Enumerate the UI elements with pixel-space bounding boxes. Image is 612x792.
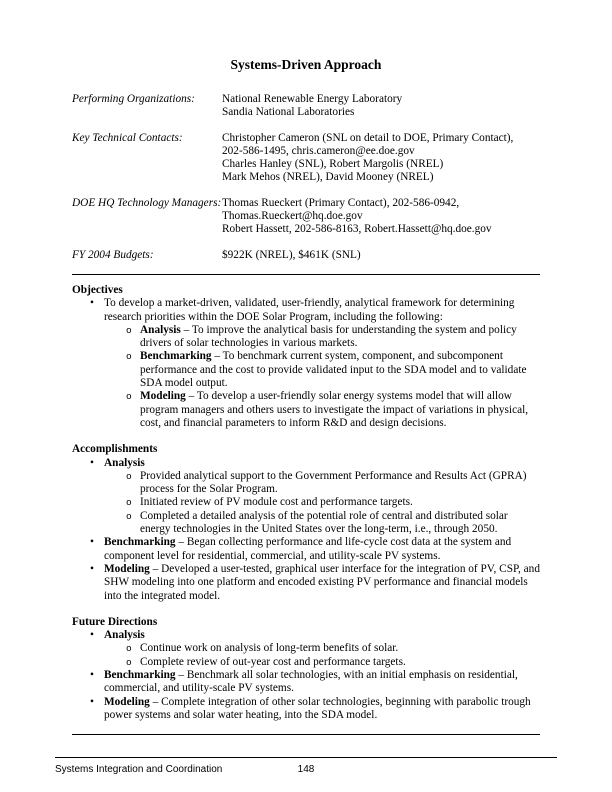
bullet-text bbox=[104, 629, 145, 642]
bullet-text bbox=[104, 563, 540, 603]
sub-bullet-text: Continue work on analysis of long-term benefits of solar. bbox=[140, 642, 399, 655]
bullet-term: Analysis bbox=[104, 629, 145, 642]
section-accomplishments bbox=[72, 443, 540, 603]
bullet-term: Analysis bbox=[140, 323, 181, 336]
horizontal-rule-bottom bbox=[72, 734, 540, 735]
bullet-body: – Began collecting performance and life-cycle cost data at the system and component level for residential, commercial, and utility-scale PV systems. bbox=[104, 536, 512, 562]
sub-bullet-text: Initiated review of PV module cost and performance targets. bbox=[140, 496, 413, 509]
bullet-item bbox=[72, 457, 540, 470]
bullet-term: Benchmarking bbox=[104, 536, 176, 549]
meta-line: Mark Mehos (NREL), David Mooney (NREL) bbox=[222, 171, 434, 184]
meta-line: 202-586-1495, chris.cameron@ee.doe.gov bbox=[222, 144, 415, 157]
bullet-term: Benchmarking bbox=[104, 668, 176, 681]
bullet-term: Modeling bbox=[104, 695, 150, 708]
sub-bullet-text bbox=[140, 324, 540, 351]
meta-line: National Renewable Energy Laboratory bbox=[222, 93, 403, 105]
sub-bullet-icon: o bbox=[126, 643, 132, 655]
sub-bullet-item bbox=[72, 350, 540, 390]
meta-label: DOE HQ Technology Managers: bbox=[72, 196, 222, 209]
bullet-icon: • bbox=[90, 297, 94, 310]
sub-bullet-item bbox=[72, 390, 540, 430]
meta-value bbox=[222, 197, 540, 237]
section-objectives bbox=[72, 284, 540, 430]
bullet-body: – To develop a user-friendly solar energy systems model that will allow program managers and others users to investigate the impact of variations in physical, cost, and financial parameters to inform R&D and design decisions. bbox=[140, 390, 529, 429]
sub-bullet-icon: o bbox=[126, 324, 132, 336]
bullet-text: To develop a market-driven, validated, user-friendly, analytical framework for determining research priorities within the DOE Solar Program, including the following: bbox=[104, 297, 515, 323]
bullet-item bbox=[72, 563, 540, 603]
meta-label: Key Technical Contacts: bbox=[72, 131, 183, 144]
bullet-text bbox=[104, 457, 145, 470]
bullet-item bbox=[72, 297, 540, 324]
horizontal-rule-top bbox=[72, 274, 540, 275]
bullet-term: Benchmarking bbox=[140, 350, 212, 363]
meta-row-doe-hq-technology-managers bbox=[72, 197, 540, 237]
bullet-icon: • bbox=[90, 629, 94, 642]
meta-row-performing-organizations bbox=[72, 93, 540, 120]
bullet-item bbox=[72, 536, 540, 563]
section-heading-accomplishments: Accomplishments bbox=[72, 443, 158, 456]
sub-bullet-icon: o bbox=[126, 470, 132, 482]
meta-value bbox=[222, 249, 540, 262]
bullet-body: – To benchmark current system, component, and subcomponent performance and the cost to provide validated input to the SDA model and to validate SDA model output. bbox=[140, 350, 527, 390]
bullet-term: Modeling bbox=[140, 390, 186, 403]
meta-row-fy-2004-budgets bbox=[72, 249, 540, 262]
meta-value bbox=[222, 132, 540, 185]
bullet-body: – Benchmark all solar technologies, with an initial emphasis on residential, commercial, and utility-scale PV systems. bbox=[104, 668, 518, 695]
page-number: 148 bbox=[297, 764, 315, 775]
bullet-text bbox=[104, 696, 540, 723]
meta-line: Christopher Cameron (SNL on detail to DOE, Primary Contact), bbox=[222, 131, 514, 144]
page-footer bbox=[55, 757, 557, 776]
sub-bullet-icon: o bbox=[126, 510, 132, 522]
bullet-body: – To improve the analytical basis for understanding the system and policy drivers of solar technologies in various markets. bbox=[140, 323, 517, 350]
meta-line: Thomas Rueckert (Primary Contact), 202-586-0942, bbox=[222, 196, 460, 209]
section-future-directions bbox=[72, 616, 540, 722]
page-title: Systems-Driven Approach bbox=[230, 57, 382, 72]
bullet-text bbox=[104, 669, 540, 696]
sub-bullet-icon: o bbox=[126, 497, 132, 509]
bullet-body: – Complete integration of other solar technologies, beginning with parabolic trough power systems and solar water heating, into the SDA model. bbox=[104, 695, 531, 721]
sub-bullet-text: Provided analytical support to the Government Performance and Results Act (GPRA) process for the Solar Program. bbox=[140, 469, 527, 496]
bullet-icon: • bbox=[90, 695, 94, 708]
bullet-item bbox=[72, 696, 540, 723]
meta-row-key-technical-contacts bbox=[72, 132, 540, 185]
sub-bullet-text: Complete review of out-year cost and performance targets. bbox=[140, 655, 406, 668]
meta-line: $922K (NREL), $461K (SNL) bbox=[222, 248, 361, 261]
meta-label: Performing Organizations: bbox=[72, 93, 195, 105]
sub-bullet-text: Completed a detailed analysis of the potential role of central and distributed solar energy technologies in the United States over the long-term, i.e., through 2050. bbox=[140, 509, 508, 536]
sub-bullet-text bbox=[140, 350, 540, 390]
bullet-term: Modeling bbox=[104, 562, 150, 575]
sub-bullet-item bbox=[72, 470, 540, 497]
bullet-term: Analysis bbox=[104, 456, 145, 469]
footer-section-title: Systems Integration and Coordination bbox=[55, 764, 223, 775]
sub-bullet-icon: o bbox=[126, 351, 132, 363]
meta-table bbox=[72, 93, 540, 262]
meta-label: FY 2004 Budgets: bbox=[72, 248, 154, 261]
sub-bullet-item bbox=[72, 510, 540, 537]
sub-bullet-item bbox=[72, 656, 540, 669]
sub-bullet-icon: o bbox=[126, 656, 132, 668]
section-heading-future-directions: Future Directions bbox=[72, 615, 158, 628]
sub-bullet-icon: o bbox=[126, 391, 132, 403]
bullet-item bbox=[72, 629, 540, 642]
sub-bullet-item bbox=[72, 642, 540, 655]
bullet-icon: • bbox=[90, 536, 94, 549]
sub-bullet-item bbox=[72, 324, 540, 351]
meta-line: Charles Hanley (SNL), Robert Margolis (NREL) bbox=[222, 158, 444, 171]
meta-line: Sandia National Laboratories bbox=[222, 106, 355, 119]
bullet-text bbox=[104, 536, 540, 563]
bullet-item bbox=[72, 669, 540, 696]
bullet-icon: • bbox=[90, 456, 94, 469]
sub-bullet-text bbox=[140, 390, 540, 430]
bullet-icon: • bbox=[90, 668, 94, 681]
sub-bullet-item bbox=[72, 496, 540, 509]
meta-line: Thomas.Rueckert@hq.doe.gov bbox=[222, 210, 363, 223]
bullet-icon: • bbox=[90, 562, 94, 575]
bullet-body: – Developed a user-tested, graphical user interface for the integration of PV, CSP, and SHW modeling into one platform and encoded existing PV performance and financial models into the integrated model. bbox=[104, 562, 540, 602]
meta-value bbox=[222, 93, 540, 120]
section-heading-objectives: Objectives bbox=[72, 283, 123, 296]
meta-line: Robert Hassett, 202-586-8163, Robert.Hassett@hq.doe.gov bbox=[222, 223, 492, 236]
